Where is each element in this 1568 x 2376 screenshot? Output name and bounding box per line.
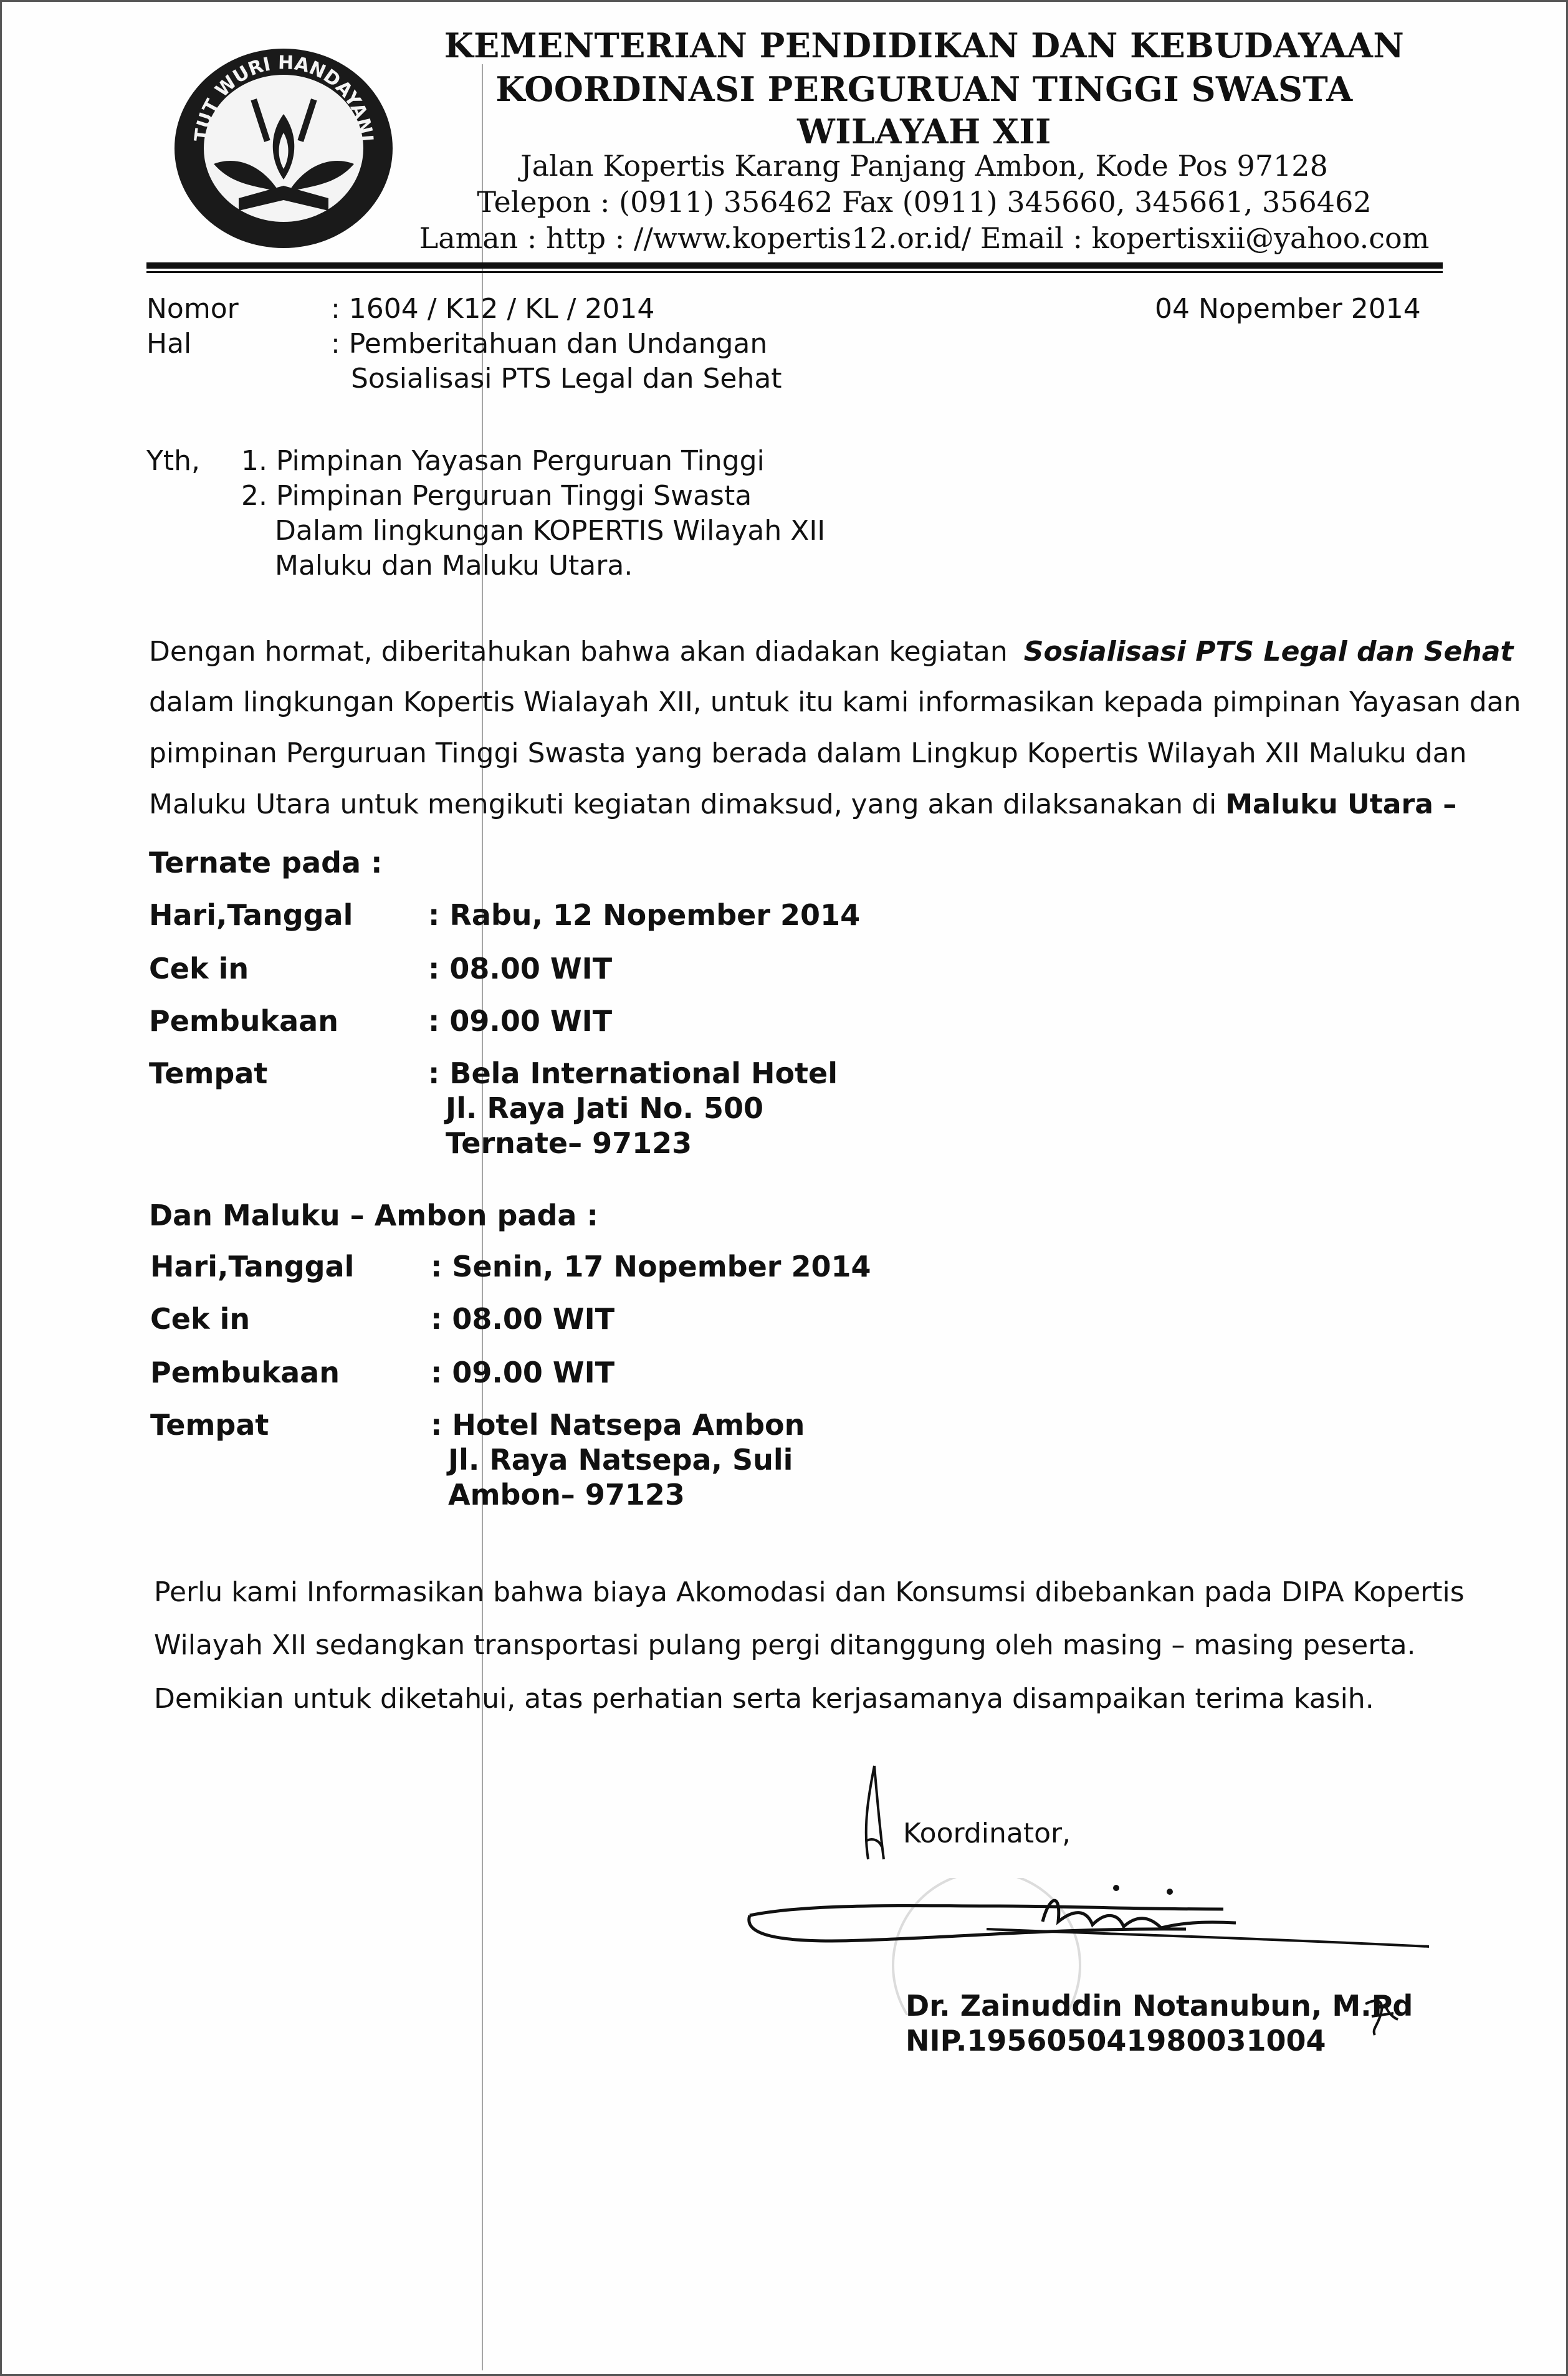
location-ternate: Maluku Utara –: [1225, 788, 1457, 820]
ternate-venue-name: : Bela International Hotel: [428, 1056, 838, 1090]
intro-line-2: dalam lingkungan Kopertis Wialayah XII, untuk itu kami informasikan kepada pimpinan Yayasan dan: [149, 686, 1521, 718]
ambon-venue-city: Ambon– 97123: [448, 1478, 685, 1511]
ambon-heading: Dan Maluku – Ambon pada :: [149, 1199, 598, 1232]
ternate-checkin-label: Cek in: [149, 952, 249, 985]
recipient-2-scope: Dalam lingkungan KOPERTIS Wilayah XII: [275, 515, 826, 547]
hal-value: : Pemberitahuan dan Undangan: [331, 328, 768, 360]
nomor-value: : 1604 / K12 / KL / 2014: [331, 293, 655, 325]
event-name: Sosialisasi PTS Legal dan Sehat: [1023, 636, 1514, 668]
intro-line-4-text: Maluku Utara untuk mengikuti kegiatan dimaksud, yang akan dilaksanakan di: [149, 788, 1217, 820]
ambon-checkin-label: Cek in: [150, 1302, 251, 1336]
intro-line-3: pimpinan Perguruan Tinggi Swasta yang berada dalam Lingkup Kopertis Wilayah XII Maluku dan: [149, 737, 1467, 769]
letterhead-phone: Telepon : (0911) 356462 Fax (0911) 345660, 345661, 356462: [477, 185, 1372, 219]
letter-date: 04 Nopember 2014: [1155, 293, 1421, 325]
hal-value-continued: Sosialisasi PTS Legal dan Sehat: [351, 363, 782, 395]
ambon-opening-value: : 09.00 WIT: [431, 1356, 615, 1389]
recipient-1: 1. Pimpinan Yayasan Perguruan Tinggi: [241, 445, 765, 477]
nomor-label: Nomor: [146, 293, 239, 325]
closing-line-2: Wilayah XII sedangkan transportasi pulang pergi ditanggung oleh masing – masing peserta.: [154, 1629, 1416, 1661]
hal-label: Hal: [146, 328, 192, 360]
signatory-name: Dr. Zainuddin Notanubun, M.Pd: [906, 1989, 1413, 2023]
signatory-nip: NIP.195605041980031004: [906, 2024, 1326, 2057]
closing-line-3: Demikian untuk diketahui, atas perhatian serta kerjasamanya disampaikan terima kasih.: [154, 1683, 1374, 1715]
letterhead-web-email: Laman : http : //www.kopertis12.or.id/ Email : kopertisxii@yahoo.com: [419, 221, 1430, 255]
recipients-label: Yth,: [146, 445, 201, 477]
recipient-2: 2. Pimpinan Perguruan Tinggi Swasta: [241, 480, 752, 512]
initial-mark-icon: [849, 1760, 899, 1872]
tut-wuri-handayani-logo-icon: [170, 39, 398, 251]
signatory-role: Koordinator,: [903, 1818, 1071, 1849]
ambon-venue-label: Tempat: [150, 1408, 269, 1442]
ternate-heading: Ternate pada :: [149, 846, 383, 879]
ternate-date-value: : Rabu, 12 Nopember 2014: [428, 898, 861, 932]
ternate-venue-street: Jl. Raya Jati No. 500: [446, 1091, 763, 1125]
intro-text: Dengan hormat, diberitahukan bahwa akan diadakan kegiatan: [149, 636, 1008, 668]
ternate-opening-label: Pembukaan: [149, 1004, 338, 1038]
ternate-date-label: Hari,Tanggal: [149, 898, 353, 932]
ambon-opening-label: Pembukaan: [150, 1356, 340, 1389]
intro-line-1: [149, 634, 1513, 670]
intro-line-4: [149, 788, 1457, 820]
letterhead-ministry: KEMENTERIAN PENDIDIKAN DAN KEBUDAYAAN: [444, 26, 1405, 65]
letterhead-divider: [146, 262, 1443, 269]
paraf-icon: [1359, 1991, 1409, 2041]
svg-text:TUT WURI HANDAYANI: TUT WURI HANDAYANI: [190, 52, 377, 143]
ambon-date-label: Hari,Tanggal: [150, 1250, 355, 1283]
ambon-venue-street: Jl. Raya Natsepa, Suli: [448, 1443, 793, 1477]
letterhead-region: WILAYAH XII: [797, 112, 1051, 151]
ternate-venue-city: Ternate– 97123: [446, 1126, 692, 1160]
ambon-date-value: : Senin, 17 Nopember 2014: [431, 1250, 871, 1283]
letterhead-office: KOORDINASI PERGURUAN TINGGI SWASTA: [495, 69, 1353, 109]
ternate-checkin-value: : 08.00 WIT: [428, 952, 613, 985]
ambon-checkin-value: : 08.00 WIT: [431, 1302, 615, 1336]
ternate-opening-value: : 09.00 WIT: [428, 1004, 613, 1038]
ambon-venue-name: : Hotel Natsepa Ambon: [431, 1408, 805, 1442]
recipient-2-region: Maluku dan Maluku Utara.: [275, 550, 633, 582]
letterhead-divider-thin: [146, 271, 1443, 273]
closing-line-1: Perlu kami Informasikan bahwa biaya Akomodasi dan Konsumsi dibebankan pada DIPA Kopertis: [154, 1576, 1465, 1608]
ternate-venue-label: Tempat: [149, 1056, 268, 1090]
letterhead-address: Jalan Kopertis Karang Panjang Ambon, Kode Pos 97128: [520, 149, 1328, 183]
